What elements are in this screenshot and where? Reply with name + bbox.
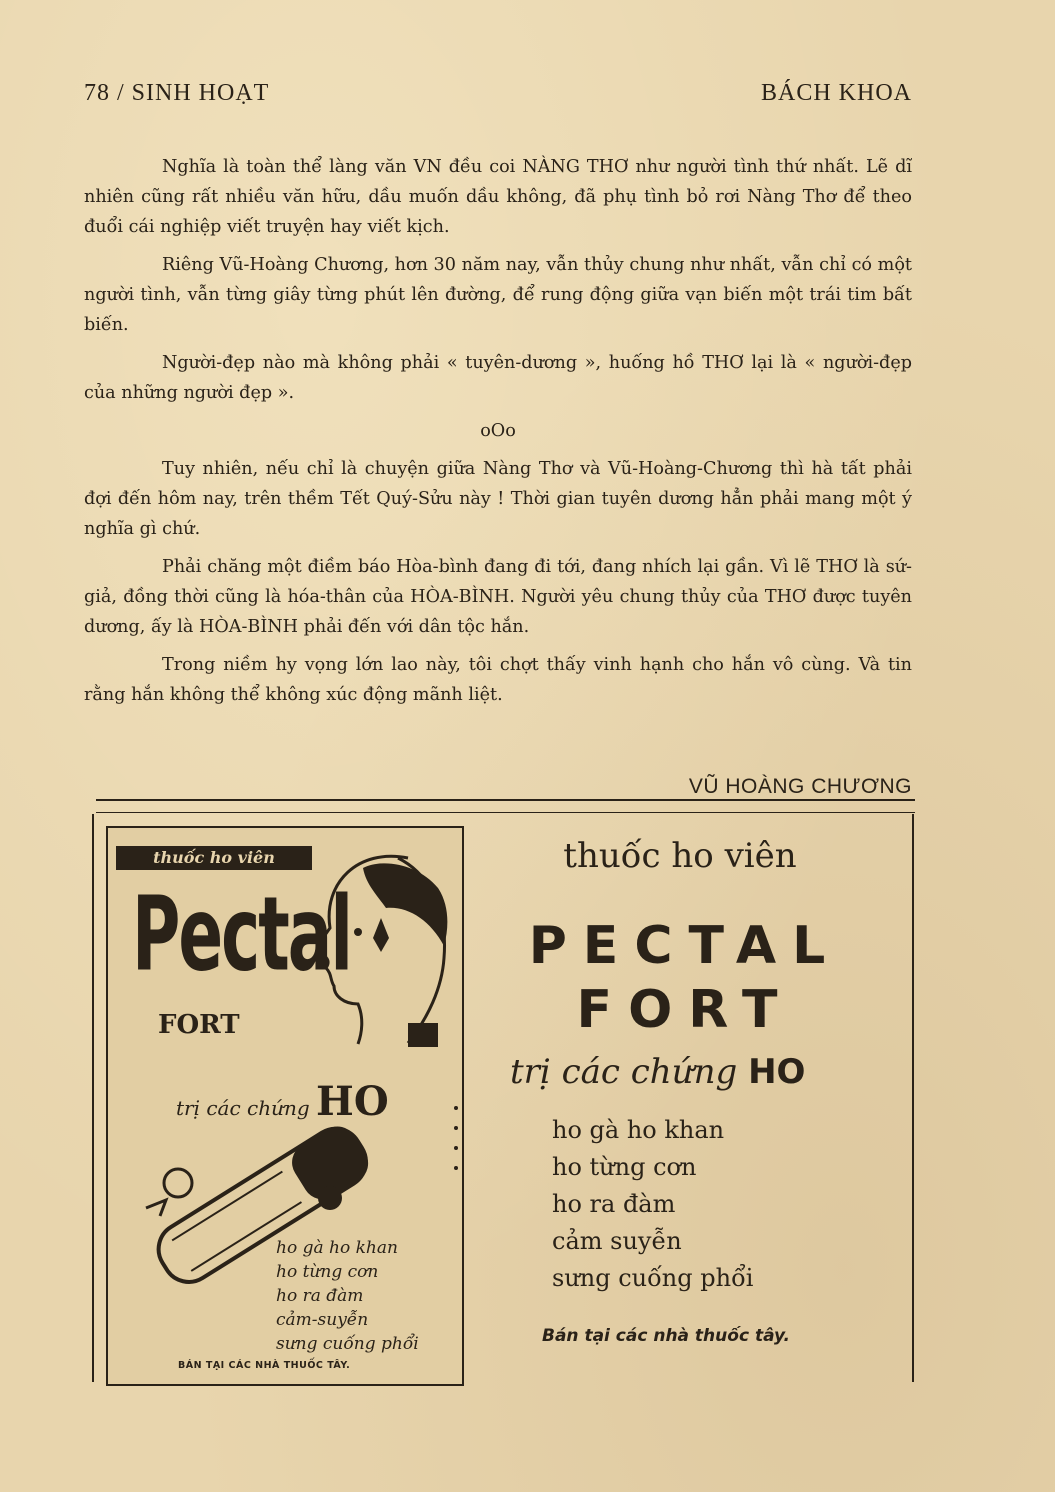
frame-right-border xyxy=(912,814,914,1382)
article-paragraph: Trong niềm hy vọng lớn lao này, tôi chợt thấy vinh hạnh cho hắn vô cùng. Và tin rằng hắn không thể không xúc động mãnh liệt. xyxy=(84,655,912,705)
section-separator: oOo xyxy=(480,421,516,441)
frame-left-border xyxy=(92,814,94,1382)
ad-brand-name: PECTAL xyxy=(528,916,842,976)
page-number-section: 78 / SINH HOẠT xyxy=(84,80,270,106)
image-banner: thuốc ho viên xyxy=(116,846,312,870)
ad-tagline-ho: HO xyxy=(748,1052,806,1092)
ad-symptom: sưng cuống phổi xyxy=(552,1264,754,1292)
ad-symptom: ho gà ho khan xyxy=(552,1116,725,1144)
page-header xyxy=(84,80,912,107)
article-paragraph: Riêng Vũ-Hoàng Chương, hơn 30 năm nay, vẫn thủy chung như nhất, vẫn chỉ có một người tình, vẫn từng giây từng phút lên đường, để rung động giữa vạn biến một trái tim bất biến. xyxy=(84,255,912,335)
divider-rule xyxy=(96,799,915,801)
image-tagline-text: trị các chứng xyxy=(176,1096,310,1120)
ad-tagline-text: trị các chứng xyxy=(510,1052,738,1092)
ad-sales-note: Bán tại các nhà thuốc tây. xyxy=(542,1326,790,1346)
article-paragraph: Nghĩa là toàn thể làng văn VN đều coi NÀNG THƠ như người tình thứ nhất. Lẽ dĩ nhiên cũng rất nhiều văn hữu, dầu muốn dầu không, đã phụ tình bỏ rơi Nàng Thơ để theo đuổi cái nghiệp viết truyện hay viết kịch. xyxy=(84,157,912,237)
image-symptom: ho từng cơn xyxy=(276,1262,379,1282)
image-footer: BÁN TẠI CÁC NHÀ THUỐC TÂY. xyxy=(178,1360,351,1371)
ad-title: thuốc ho viên xyxy=(563,836,797,876)
image-brand-sub: FORT xyxy=(158,1010,240,1040)
image-tagline xyxy=(176,1078,389,1125)
article-paragraph: Người-đẹp nào mà không phải « tuyên-dương », huống hồ THƠ lại là « người-đẹp của những người đẹp ». xyxy=(84,353,912,403)
image-symptom: cảm-suyễn xyxy=(276,1310,369,1330)
image-symptom: ho gà ho khan xyxy=(276,1238,398,1258)
ad-symptom: ho ra đàm xyxy=(552,1190,676,1218)
article-paragraph: Tuy nhiên, nếu chỉ là chuyện giữa Nàng Thơ và Vũ-Hoàng-Chương thì hà tất phải đợi đến hôm nay, trên thềm Tết Quý-Sửu này ! Thời gian tuyên dương hẳn phải mang một ý nghĩa gì chứ. xyxy=(84,459,912,539)
ad-brand-variant: FORT xyxy=(576,980,794,1040)
ad-symptom: cảm suyễn xyxy=(552,1227,682,1255)
image-symptom: ho ra đàm xyxy=(276,1286,364,1306)
image-symptom-list xyxy=(276,1236,419,1356)
ad-text-panel xyxy=(470,830,910,1378)
magazine-title: BÁCH KHOA xyxy=(760,80,912,106)
article-body xyxy=(84,152,912,718)
ad-tagline xyxy=(510,1052,805,1092)
article-paragraph: Phải chăng một điềm báo Hòa-bình đang đi tới, đang nhích lại gần. Vì lẽ THƠ là sứ-giả, đồng thời cũng là hóa-thân của HÒA-BÌNH. Người yêu chung thủy của THƠ được tuyên dương, ấy là HÒA-BÌNH phải đến với dân tộc hắn. xyxy=(84,557,912,637)
divider-rule-thin xyxy=(96,812,915,813)
image-symptom: sưng cuống phổi xyxy=(276,1334,419,1354)
author-signature: VŨ HOÀNG CHƯƠNG xyxy=(688,775,912,798)
ad-symptom: ho từng cơn xyxy=(552,1153,697,1181)
image-tagline-ho: HO xyxy=(316,1078,389,1125)
ad-symptom-list xyxy=(552,1112,753,1297)
ad-product-illustration xyxy=(106,826,464,1386)
image-brand-logo: Pectal xyxy=(132,874,351,995)
